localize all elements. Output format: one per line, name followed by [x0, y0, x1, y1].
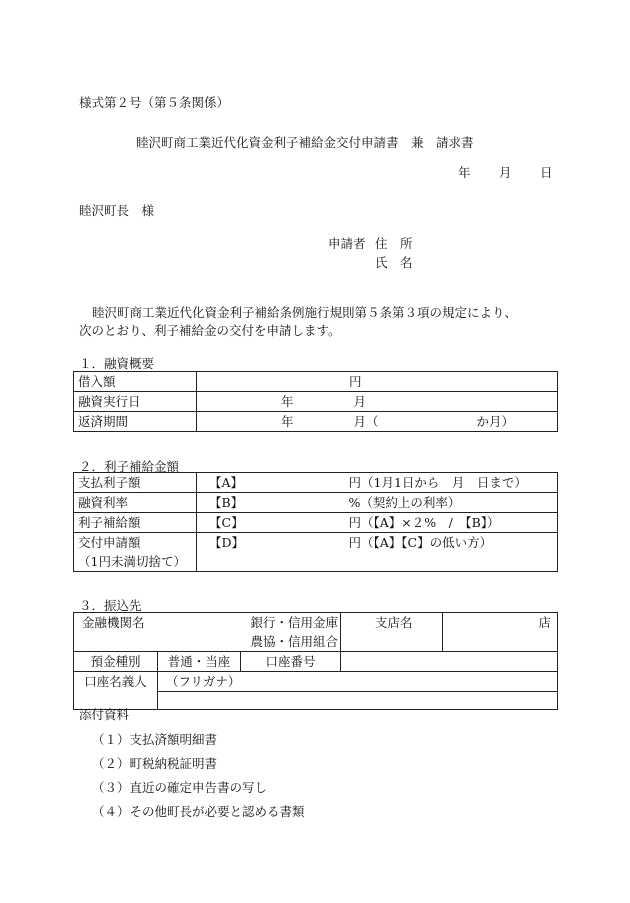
interest-paid-code[interactable]: 【A】 [197, 473, 335, 493]
loan-amount-label: 借入額 [74, 372, 197, 392]
loan-rate-label: 融資利率 [74, 493, 197, 513]
repayment-period-label: 返済期間 [74, 412, 197, 432]
attachments-heading: 添付資料 [79, 707, 130, 722]
bank-type-field[interactable] [158, 613, 341, 652]
account-holder-name-field[interactable] [158, 692, 558, 710]
loan-date-label: 融資実行日 [74, 392, 197, 412]
applicant-label: 申請者 [328, 236, 366, 251]
year-unit: 年 [281, 394, 294, 409]
bank-type-line-1: 銀行・信用金庫 [250, 615, 339, 630]
requested-amount-detail: 円（【A】【C】の低い方） [335, 533, 558, 572]
requested-amount-label [74, 533, 197, 572]
list-item: （１）支払済額明細書 [92, 732, 218, 747]
section2-heading: ２．利子補給金額 [79, 459, 180, 474]
table-row [74, 613, 558, 652]
account-number-label: 口座番号 [241, 652, 341, 672]
transfer-destination-table [73, 612, 558, 710]
loan-summary-table [73, 371, 558, 432]
date-year-label: 年 [458, 165, 471, 180]
section3-heading: ３．振込先 [79, 598, 142, 613]
loan-rate-detail: %（契約上の利率） [335, 493, 558, 513]
list-item: （２）町税納税証明書 [92, 756, 218, 771]
intro-line-1: 睦沢町商工業近代化資金利子補給条例施行規則第５条第３項の規定により、 [92, 305, 518, 320]
bank-type-line-2: 農協・信用組合 [250, 634, 339, 649]
month-unit: 月 [353, 394, 367, 409]
loan-amount-field[interactable] [197, 372, 558, 392]
repayment-period-field[interactable] [197, 412, 558, 432]
month-unit: 月（ [353, 414, 379, 429]
interest-paid-detail: 円（1月1日から 月 日まで） [335, 473, 558, 493]
applicant-address-label: 住 所 [375, 236, 413, 251]
intro-line-2: 次のとおり、利子補給金の交付を申請します。 [79, 323, 341, 338]
account-holder-label: 口座名義人 [74, 672, 158, 710]
requested-amount-note: （1円未満切捨て） [78, 554, 186, 569]
months-unit: か月） [476, 414, 515, 429]
year-unit: 年 [281, 414, 294, 429]
account-type-field[interactable]: 普通・当座 [158, 652, 241, 672]
subsidy-code[interactable]: 【C】 [197, 513, 335, 533]
interest-paid-label: 支払利子額 [74, 473, 197, 493]
table-row [74, 513, 558, 533]
account-holder-kana-field[interactable]: （フリガナ） [158, 672, 558, 692]
loan-date-field[interactable] [197, 392, 558, 412]
list-item: （３）直近の確定申告書の写し [92, 780, 268, 795]
table-row [74, 473, 558, 493]
table-row [74, 392, 558, 412]
yen-unit: 円 [349, 374, 362, 389]
section1-heading: １．融資概要 [79, 356, 155, 371]
table-row [74, 533, 558, 572]
table-row [74, 372, 558, 392]
addressee: 睦沢町長 様 [79, 203, 155, 218]
date-month-label: 月 [499, 165, 512, 180]
table-row [74, 493, 558, 513]
page-title: 睦沢町商工業近代化資金利子補給金交付申請書 兼 請求書 [136, 135, 474, 150]
bank-name-label: 金融機関名 [74, 613, 158, 652]
loan-rate-code[interactable]: 【B】 [197, 493, 335, 513]
account-type-label: 預金種別 [74, 652, 158, 672]
applicant-name-label: 氏 名 [375, 255, 413, 270]
branch-name-field[interactable]: 店 [443, 613, 558, 652]
date-day-label: 日 [540, 165, 553, 180]
requested-amount-title: 交付申請額 [78, 535, 141, 550]
subsidy-amount-table [73, 472, 558, 572]
subsidy-label: 利子補給額 [74, 513, 197, 533]
account-number-field[interactable] [341, 652, 558, 672]
branch-name-label: 支店名 [341, 613, 443, 652]
table-row [74, 652, 558, 672]
requested-amount-code[interactable]: 【D】 [197, 533, 335, 572]
subsidy-detail: 円（【A】×２% / 【B】） [335, 513, 558, 533]
form-number: 様式第２号（第５条関係） [79, 95, 230, 110]
table-row [74, 672, 558, 692]
list-item: （４）その他町長が必要と認める書類 [92, 804, 305, 819]
table-row [74, 412, 558, 432]
